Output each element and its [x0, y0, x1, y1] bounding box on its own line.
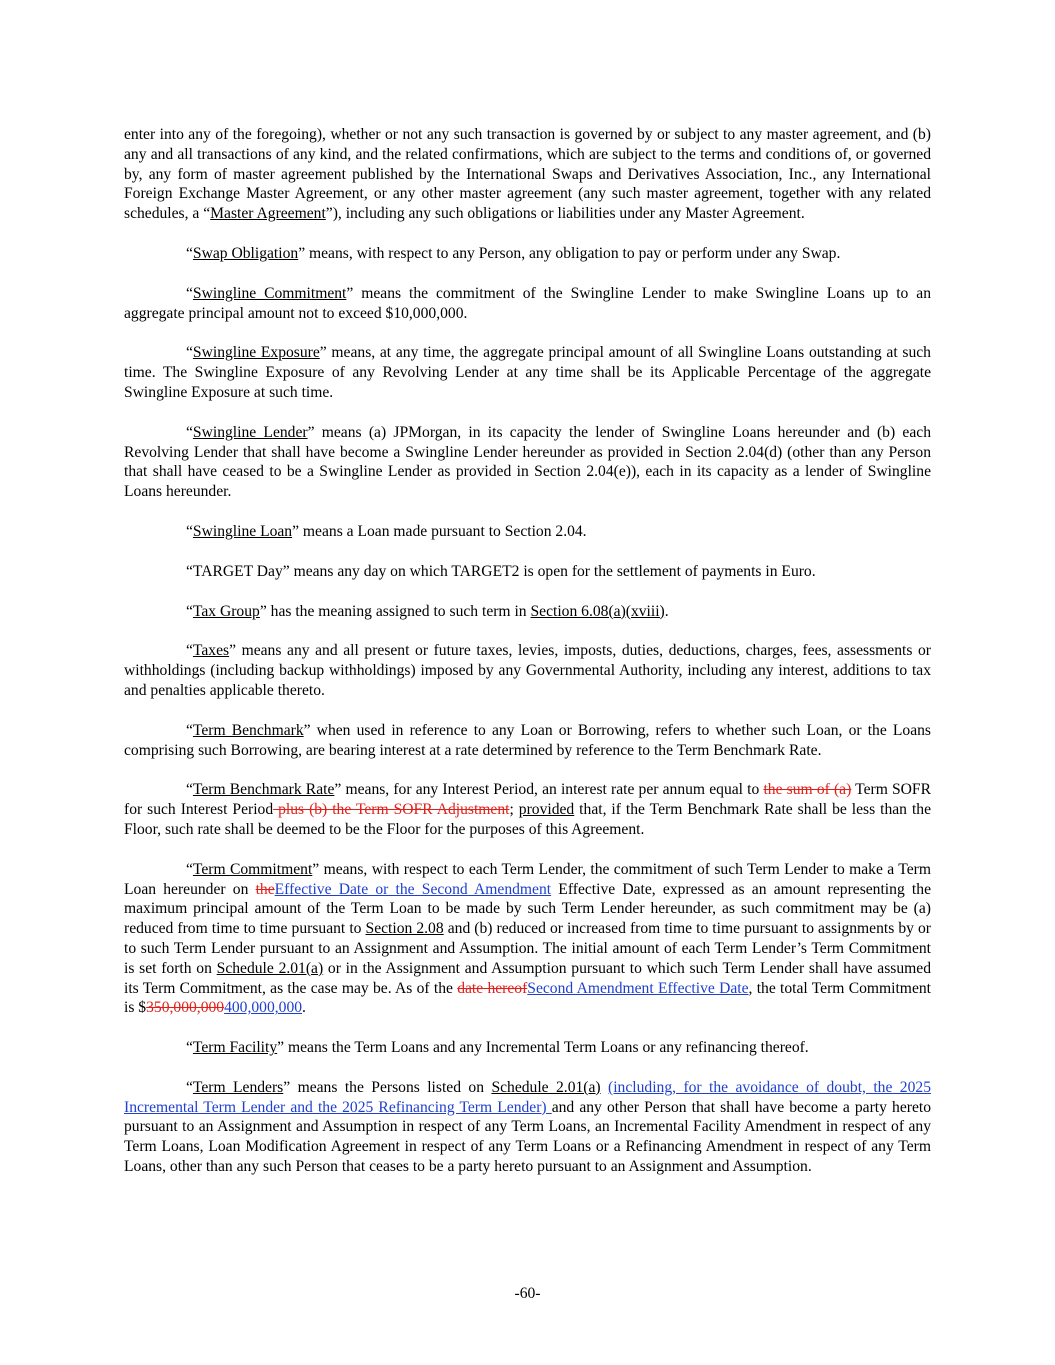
definition-term-lenders: “Term Lenders” means the Persons listed on Schedule 2.01(a) (including, for the avoidance of doubt, the 2025 Incremental Term Lender and the 2025 Refinancing Term Lender) and any other Person that shall have become a party hereto pursuant to an Assignment and Assumption in respect of any Term Loans, an Incremental Facility Amendment in respect of any Term Loans, Loan Modification Agreement in respect of any Term Loans or a Refinancing Amendment in respect of any Term Loans, other than any such Person that ceases to be a party hereto pursuant to an Assignment and Assumption.: [124, 1078, 931, 1176]
provided-term: provided: [518, 801, 575, 819]
inserted-text: 400,000,000: [224, 999, 303, 1017]
defined-term: Term Benchmark: [192, 721, 304, 739]
definition-swap-obligation: “Swap Obligation” means, with respect to any Person, any obligation to pay or perform under any Swap.: [186, 244, 841, 262]
definition-target-day: “TARGET Day” means any day on which TARGET2 is open for the settlement of payments in Euro.: [186, 562, 816, 580]
section-reference: Section 6.08(a)(xviii): [530, 602, 665, 620]
definition-swingline-lender: “Swingline Lender” means (a) JPMorgan, in its capacity the lender of Swingline Loans hereunder and (b) each Revolving Lender that shall have become a Swingline Lender hereunder as provided in Section 2.04(d) (other than any Person that shall have ceased to be a Swingline Lender as provided in Section 2.04(e)), each in its capacity as a lender of Swingline Loans hereunder.: [124, 423, 931, 501]
definition-taxes: “Taxes” means any and all present or future taxes, levies, imposts, duties, deductions, charges, fees, assessments or withholdings (including backup withholdings) imposed by any Governmental Authority, including any interest, additions to tax and penalties applicable thereto.: [124, 642, 931, 699]
defined-term: Swingline Commitment: [192, 284, 347, 302]
definition-term-commitment: “Term Commitment” means, with respect to each Term Lender, the commitment of such Term Lender to make a Term Loan hereunder on theEffective Date or the Second Amendment Effective Date, expressed as an amount representing the maximum principal amount of the Term Loan to be made by such Term Lender hereunder, as such commitment may be (a) reduced from time to time pursuant to Section 2.08 and (b) reduced or increased from time to time pursuant to assignments by or to such Term Lender pursuant to an Assignment and Assumption. The initial amount of each Term Lender’s Term Commitment is set forth on Schedule 2.01(a) or in the Assignment and Assumption pursuant to which such Term Lender shall have assumed its Term Commitment, as the case may be. As of the date hereofSecond Amendment Effective Date, the total Term Commitment is $350,000,000400,000,000.: [124, 860, 931, 1017]
document-page: [124, 125, 931, 1197]
defined-term: Swingline Lender: [192, 423, 308, 441]
defined-term: Term Commitment: [192, 860, 313, 878]
page-number: -60-: [514, 1285, 541, 1302]
defined-term: Term Facility: [192, 1039, 278, 1057]
defined-term: Swingline Loan: [192, 522, 293, 540]
deleted-text: the sum of (a): [763, 781, 852, 799]
schedule-reference: Schedule 2.01(a): [216, 959, 324, 977]
definition-term-benchmark: “Term Benchmark” when used in reference to any Loan or Borrowing, refers to whether such Loan, or the Loans comprising such Borrowing, are bearing interest at a rate determined by reference to the Term Benchmark Rate.: [124, 721, 931, 759]
deleted-text: the: [255, 880, 275, 898]
definition-term-facility: “Term Facility” means the Term Loans and any Incremental Term Loans or any refinancing thereof.: [186, 1039, 809, 1057]
paragraph-swap-continuation: enter into any of the foregoing), whether or not any such transaction is governed by or subject to any master agreement, and (b) any and all transactions of any kind, and the related confirmations, which are subject to the terms and conditions of, or governed by, any form of master agreement published by the International Swaps and Derivatives Association, Inc., any International Foreign Exchange Master Agreement, or any other master agreement (any such master agreement, together with any related schedules, a “Master Agreement”), including any such obligations or liabilities under any Master Agreement.: [124, 126, 931, 223]
inserted-text: Effective Date or the Second Amendment: [274, 880, 552, 898]
defined-term: Taxes: [192, 642, 230, 660]
deleted-text: 350,000,000: [146, 999, 225, 1017]
defined-term: Swingline Exposure: [192, 344, 320, 362]
schedule-reference: Schedule 2.01(a): [491, 1078, 601, 1096]
inserted-text: Second Amendment Effective Date: [527, 979, 749, 997]
definition-swingline-exposure: “Swingline Exposure” means, at any time, the aggregate principal amount of all Swingline Loans outstanding at such time. The Swingline Exposure of any Revolving Lender at any time shall be its Applicable Percentage of the aggregate Swingline Exposure at such time.: [124, 344, 931, 401]
definition-swingline-commitment: “Swingline Commitment” means the commitment of the Swingline Lender to make Swingline Loans up to an aggregate principal amount not to exceed $10,000,000.: [124, 284, 931, 322]
definition-swingline-loan: “Swingline Loan” means a Loan made pursuant to Section 2.04.: [186, 522, 587, 540]
defined-term: Term Benchmark Rate: [192, 781, 335, 799]
definition-term-benchmark-rate: “Term Benchmark Rate” means, for any Interest Period, an interest rate per annum equal to the sum of (a) Term SOFR for such Interest Period plus (b) the Term SOFR Adjustment; provided that, if the Term Benchmark Rate shall be less than the Floor, such rate shall be deemed to be the Floor for the purposes of this Agreement.: [124, 781, 932, 838]
inserted-text: (including, for the avoidance of doubt, the 2025 Incremental Term Lender and the 2025 Refinancing Term Lender): [124, 1078, 931, 1116]
definition-tax-group: “Tax Group” has the meaning assigned to such term in Section 6.08(a)(xviii).: [186, 602, 669, 620]
section-reference: Section 2.08: [365, 920, 444, 938]
deleted-text: plus (b) the Term SOFR Adjustment: [273, 801, 510, 819]
defined-term-master-agreement: Master Agreement: [210, 205, 326, 223]
defined-term: Term Lenders: [192, 1078, 284, 1096]
defined-term: Swap Obligation: [192, 244, 299, 262]
defined-term: Tax Group: [192, 602, 260, 620]
deleted-text: date hereof: [457, 979, 528, 997]
